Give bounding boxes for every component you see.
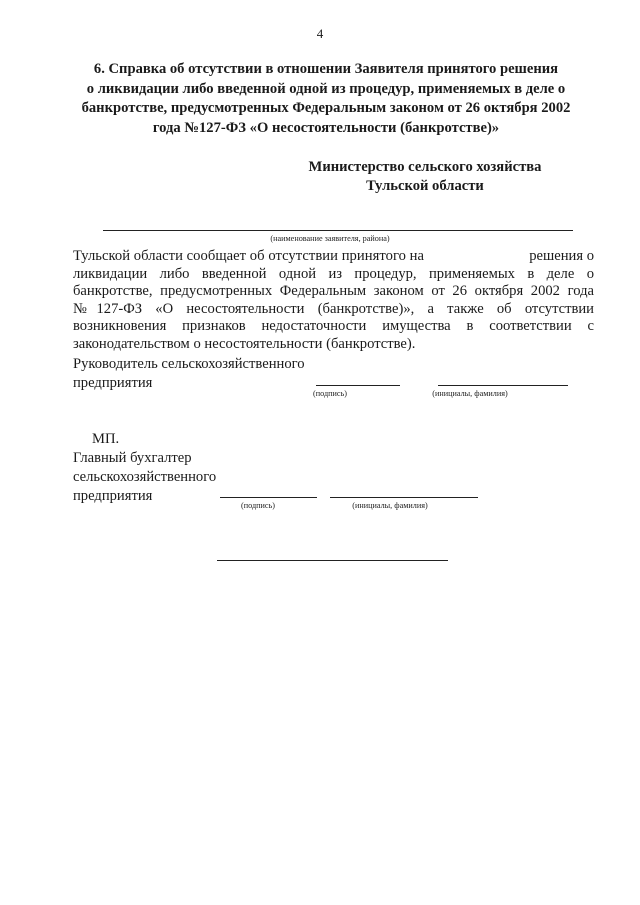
accountant-label-line: сельскохозяйственного <box>73 469 217 485</box>
accountant-name-line[interactable] <box>330 497 478 498</box>
page-number: 4 <box>316 26 324 41</box>
body-line: законодательством о несостоятельности (банкротстве). <box>73 335 416 352</box>
head-signature-line[interactable] <box>316 385 400 386</box>
applicant-name-line[interactable] <box>103 230 573 231</box>
section-title <box>60 60 592 138</box>
body-line-part: Тульской области сообщает об отсутствии принятого на <box>73 248 425 264</box>
head-name-caption: (инициалы, фамилия) <box>432 389 508 398</box>
body-text <box>73 248 594 354</box>
recipient-line: Министерство сельского хозяйства <box>308 159 542 175</box>
body-line: банкротстве, предусмотренных Федеральным законом от 26 октября 2002 года <box>73 283 594 300</box>
accountant-name-caption: (инициалы, фамилия) <box>352 501 428 510</box>
section-title-line: года №127-ФЗ «О несостоятельности (банкротстве)» <box>152 119 500 136</box>
body-line: ликвидации либо введенной одной из процедур, применяемых в деле о <box>73 265 594 282</box>
recipient-line: Тульской области <box>366 178 484 194</box>
section-title-line: о ликвидации либо введенной одной из процедур, применяемых в деле о <box>86 80 566 97</box>
section-title-line: банкротстве, предусмотренных Федеральным законом от 26 октября 2002 <box>81 100 571 116</box>
head-label-line: Руководитель сельскохозяйственного <box>73 356 305 372</box>
head-name-line[interactable] <box>438 385 568 386</box>
section-title-line: 6. Справка об отсутствии в отношении Заявителя принятого решения <box>93 61 559 77</box>
applicant-name-caption: (наименование заявителя, района) <box>270 234 390 243</box>
body-line: возникновения признаков недостаточности имущества в соответствии с <box>73 318 594 335</box>
head-signature-caption: (подпись) <box>313 389 347 398</box>
recipient-block <box>300 158 550 196</box>
accountant-signature-caption: (подпись) <box>241 501 275 510</box>
accountant-label-line: Главный бухгалтер <box>73 450 192 466</box>
accountant-label-line: предприятия <box>73 488 153 504</box>
closing-rule <box>217 560 448 561</box>
head-label <box>73 355 373 393</box>
head-label-line: предприятия <box>73 375 153 391</box>
body-line-part: решения о <box>529 248 594 264</box>
body-line: №127-ФЗ «О несостоятельности (банкротстве)», а также об отсутствии <box>73 300 594 317</box>
body-line <box>73 248 594 266</box>
stamp-placeholder: МП. <box>92 431 120 447</box>
accountant-signature-line[interactable] <box>220 497 317 498</box>
